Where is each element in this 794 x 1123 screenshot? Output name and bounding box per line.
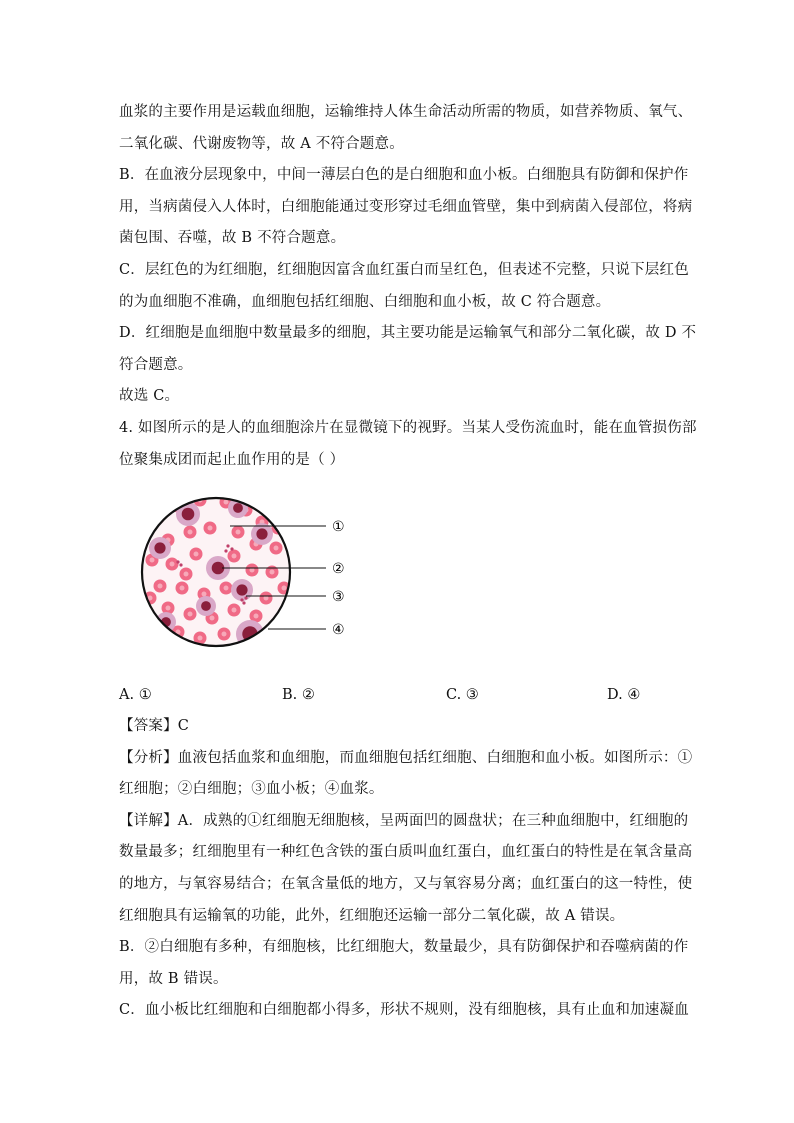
text-line: 用，故 B 错误。 (119, 970, 228, 987)
option-b[interactable]: B. ② (282, 687, 315, 703)
text-line: C．血小板比红细胞和白细胞都小得多，形状不规则，没有细胞核，具有止血和加速凝血 (119, 1002, 689, 1019)
text-line: 血浆的主要作用是运载血细胞，运输维持人体生命活动所需的物质，如营养物质、氧气、 (119, 104, 693, 120)
white-blood-cell-nucleus (233, 503, 243, 513)
red-blood-cell-center (232, 554, 237, 559)
text-line: 用，当病菌侵入人体时，白细胞能通过变形穿过毛细血管壁，集中到病菌入侵部位，将病 (119, 198, 693, 215)
red-blood-cell-center (188, 612, 193, 617)
text-line: 4. 如图所示的是人的血细胞涂片在显微镜下的视野。当某人受伤流血时，能在血管损伤部 (119, 420, 697, 436)
platelet (242, 601, 245, 604)
figure-label-3: ③ (332, 589, 345, 605)
platelet (240, 598, 243, 601)
red-blood-cell-center (270, 570, 275, 575)
platelet (290, 596, 293, 599)
white-blood-cell-nucleus (256, 528, 267, 539)
text-line: 菌包围、吞噬，故 B 不符合题意。 (119, 230, 346, 247)
red-blood-cell-center (224, 500, 229, 505)
platelet (286, 598, 289, 601)
white-blood-cell-nucleus (182, 508, 195, 521)
platelet (224, 549, 227, 552)
red-blood-cell-center (166, 606, 171, 611)
platelet (244, 596, 247, 599)
red-blood-cell-center (150, 558, 155, 563)
option-a[interactable]: A. ① (119, 687, 152, 703)
red-blood-cell-center (170, 562, 175, 567)
text-line: 数量最多；红细胞里有一种红色含铁的蛋白质叫血红蛋白，血红蛋白的特性是在氧含量高 (119, 844, 693, 861)
red-blood-cell-center (156, 516, 161, 521)
text-line: 红细胞具有运输氧的功能，此外，红细胞还运输一部分二氧化碳，故 A 错误。 (119, 907, 625, 924)
red-blood-cell-center (208, 526, 213, 531)
red-blood-cell (152, 512, 165, 525)
text-line: 位聚集成团而起止血作用的是（ ） (119, 451, 345, 468)
platelet (226, 544, 229, 547)
text-line: C．层红色的为红细胞，红细胞因富含血红蛋白而呈红色，但表述不完整，只说下层红色 (119, 262, 689, 278)
text-line: 【分析】血液包括血浆和血细胞，而血细胞包括红细胞、白细胞和血小板。如图所示：① (119, 749, 693, 766)
white-blood-cell-nucleus (201, 601, 211, 611)
white-blood-cell-nucleus (236, 584, 247, 595)
text-line: 故选 C。 (119, 388, 180, 405)
text-line: 的地方，与氧容易结合；在氧含量低的地方，又与氧容易分离；血红蛋白的这一特性，使 (119, 876, 693, 892)
text-line: 【答案】C (119, 718, 190, 734)
red-blood-cell-center (232, 608, 237, 613)
red-blood-cell-center (210, 616, 215, 621)
option-d[interactable]: D. ④ (607, 687, 641, 703)
text-line: D．红细胞是血细胞中数量最多的细胞，其主要功能是运输氧气和部分二氧化碳，故 D 不 (119, 325, 697, 342)
text-line: 【详解】A．成熟的①红细胞无细胞核，呈两面凹的圆盘状；在三种血细胞中，红细胞的 (119, 812, 689, 829)
option-c[interactable]: C. ③ (446, 687, 479, 703)
red-blood-cell-center (194, 552, 199, 557)
text-line: 二氧化碳、代谢废物等，故 A 不符合题意。 (119, 135, 404, 152)
red-blood-cell-center (180, 586, 185, 591)
red-blood-cell-center (184, 572, 189, 577)
red-blood-cell-center (236, 530, 241, 535)
platelet (176, 560, 179, 563)
text-line: 的为血细胞不准确，血细胞包括红细胞、白细胞和血小板，故 C 符合题意。 (119, 293, 611, 310)
red-blood-cell-center (158, 584, 163, 589)
blood-smear-figure (138, 488, 358, 663)
red-blood-cell-center (274, 546, 279, 551)
white-blood-cell-nucleus (154, 542, 165, 553)
red-blood-cell-center (198, 636, 203, 641)
red-blood-cell-center (254, 614, 259, 619)
red-blood-cell-center (222, 632, 227, 637)
figure-label-2: ② (332, 561, 345, 577)
text-line: B．在血液分层现象中，中间一薄层白色的是白细胞和血小板。白细胞具有防御和保护作 (119, 167, 689, 184)
platelet (230, 547, 233, 550)
text-line: B．②白细胞有多种，有细胞核，比红细胞大，数量最少，具有防御保护和吞噬病菌的作 (119, 939, 689, 956)
red-blood-cell-center (224, 586, 229, 591)
red-blood-cell-center (282, 586, 287, 591)
text-line: 红细胞；②白细胞；③血小板；④血浆。 (119, 781, 384, 798)
figure-label-4: ④ (332, 622, 345, 638)
red-blood-cell-center (188, 530, 193, 535)
red-blood-cell-center (202, 592, 207, 597)
figure-label-1: ① (332, 519, 345, 535)
text-line: 符合题意。 (119, 356, 193, 373)
platelet (179, 563, 182, 566)
